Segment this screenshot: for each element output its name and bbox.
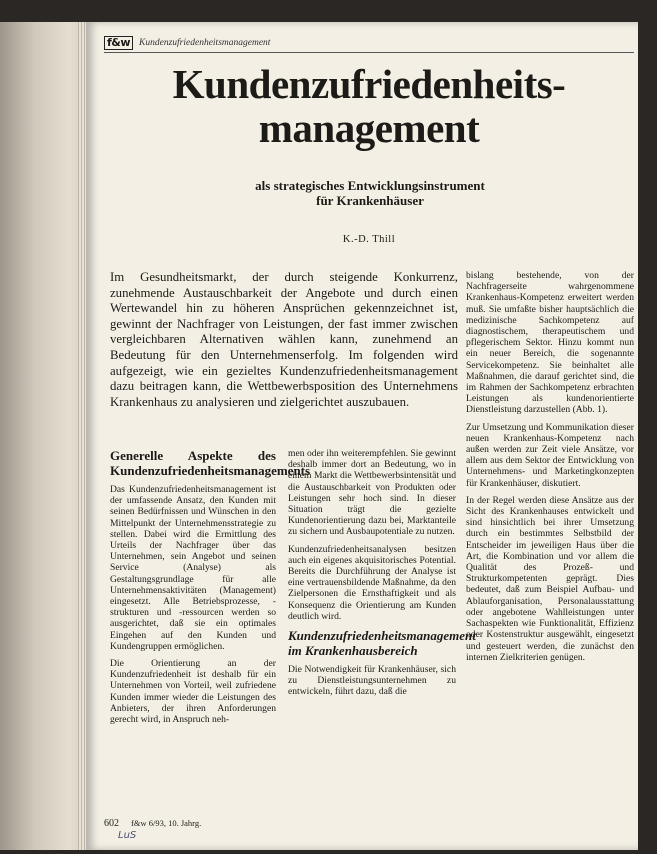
lead-paragraph: Im Gesundheitsmarkt, der durch steigende Konkurrenz, zunehmende Austauschbarkeit der Angebote und durch einen Wertewandel hin zu höheren Ansprüchen gekennzeichnet ist, gewinnt der Nachfrager von Leistungen, der fast immer zwischen vergleichbaren Alternativen wählen kann, zunehmend an Bedeutung für den Unternehmenserfolg. Im folgenden wird aufgezeigt, wie ein gezieltes Kundenzufriedenheitsmanagement dazu beitragen kann, die Wettbewerbsposition des Unternehmens Krankenhaus zu analysieren und zielgerichtet auszubauen. xyxy=(110,270,458,409)
paragraph: In der Regel werden diese Ansätze aus der Sicht des Krankenhauses entwickelt und sind hinsichtlich bei ihrer Umsetzung durch ein bestimmtes Selbstbild der Entscheider im jeweiligen Haus über die Art, die Kombination und vor allem die Qualität des Prozeß- und Strukturkompetenten geprägt. Dies bedeutet, daß zum Beispiel Aufbau- und Ablauforganisation, Personalausstattung oder angebotene Wahlleistungen unter Sachaspekten wie Funktionalität, Effizienz oder Kostenstruktur ausgewählt, eingesetzt und gesteuert werden, die zunächst den internen Zielkriterien genügen. xyxy=(466,494,634,663)
column-3 xyxy=(466,270,634,669)
article-subtitle xyxy=(170,178,570,208)
paragraph: Zur Umsetzung und Kommunikation dieser neuen Krankenhaus-Kompetenz nach außen werden zur Zeit viele Ansätze, vor allem aus dem Sektor der Entwicklung von Unternehmens- und Marketingkonzepten für Krankenhäuser, diskutiert. xyxy=(466,421,634,489)
column-1 xyxy=(110,448,311,731)
paragraph: bislang bestehende, von der Nachfragerseite wahrgenommene Krankenhaus-Kompetenz erweitert werden muß. Sie umfaßte bisher hauptsächlich die medizinische Sachkompetenz auf diagnostischem, therapeutischem und pflegerischem Sektor. Hinzu kommt nun ein neuer Bereich, die sogenannte Servicekompetenz. Sie beinhaltet alle Maßnahmen, die darauf gerichtet sind, die im Rahmen der Sachkompetenz erbrachten Leistungen als kundenorientierte Dienstleistung darzustellen (Abb. 1). xyxy=(466,270,634,416)
section-heading-1: Generelle Aspekte des Kundenzufriedenheitsmanagements xyxy=(110,448,311,478)
paragraph: men oder ihn weiterempfehlen. Sie gewinnt deshalb immer dort an Bedeutung, wo in einem Markt die Wettbewerbsintensität und die Austauschbarkeit von Produkten oder Leistungen sehr hoch sind. In dieser Situation trägt die gezielte Kundenorientierung dazu bei, Marktanteile zu sichern und Ausbaupotentiale zu nutzen. xyxy=(288,448,456,538)
handwritten-note: LuS xyxy=(118,830,137,841)
column-2 xyxy=(288,448,476,704)
author: K.-D. Thill xyxy=(342,234,396,245)
subtitle-line-2: für Krankenhäuser xyxy=(316,193,424,208)
running-header xyxy=(104,34,634,53)
running-title: Kundenzufriedenheitsmanagement xyxy=(139,38,271,48)
page-number: 602 xyxy=(104,818,119,829)
title-line-2: management xyxy=(258,105,480,151)
paragraph: Die Notwendigkeit für Krankenhäuser, sich zu Dienstleistungsunternehmen zu entwickeln, führt dazu, daß die xyxy=(288,664,456,698)
article-title xyxy=(104,62,634,150)
paragraph: Das Kundenzufriedenheitsmanagement ist der umfassende Ansatz, den Kunden mit seinen Bedürfnissen und Wünschen in den Mittelpunkt der Unternehmensstrategie zu stellen. Dabei wird die Ermittlung des Urteils der Nachfrager über das Unternehmen, sein Angebot und seinen Service (Analyse) als Gestaltungsgrundlage für alle Unternehmensaktivitäten (Management) eingesetzt. Alle Betriebsprozesse, -strukturen und -ressourcen werden so ausgerichtet, daß sie ein optimales Eingehen auf den Kunden und Kundengruppen ermöglichen. xyxy=(110,484,276,652)
issue-info: f&w 6/93, 10. Jahrg. xyxy=(131,818,202,828)
title-line-1: Kundenzufriedenheits- xyxy=(172,61,566,107)
book-spine xyxy=(0,22,86,850)
page-footer xyxy=(104,818,404,829)
section-heading-2: Kundenzufriedenheitsmanagement im Krankenhausbereich xyxy=(288,628,476,659)
journal-logo: f&w xyxy=(104,36,133,50)
paragraph: Die Orientierung an der Kundenzufriedenheit ist deshalb für ein Unternehmen von Vorteil, weil zufriedene Kunden immer wieder die Leistungen des Anbieters, der ihren Anforderungen gerecht wird, in Anspruch neh- xyxy=(110,658,276,726)
subtitle-line-1: als strategisches Entwicklungsinstrument xyxy=(255,178,485,193)
paragraph: Kundenzufriedenheitsanalysen besitzen auch ein eigenes akquisitorisches Potential. Bereits die Durchführung der Analyse ist eine vertrauensbildende Maßnahme, da den Zielpersonen die Ernsthaftigkeit und als Konsequenz die Orientierung am Kunden deutlich wird. xyxy=(288,543,456,622)
